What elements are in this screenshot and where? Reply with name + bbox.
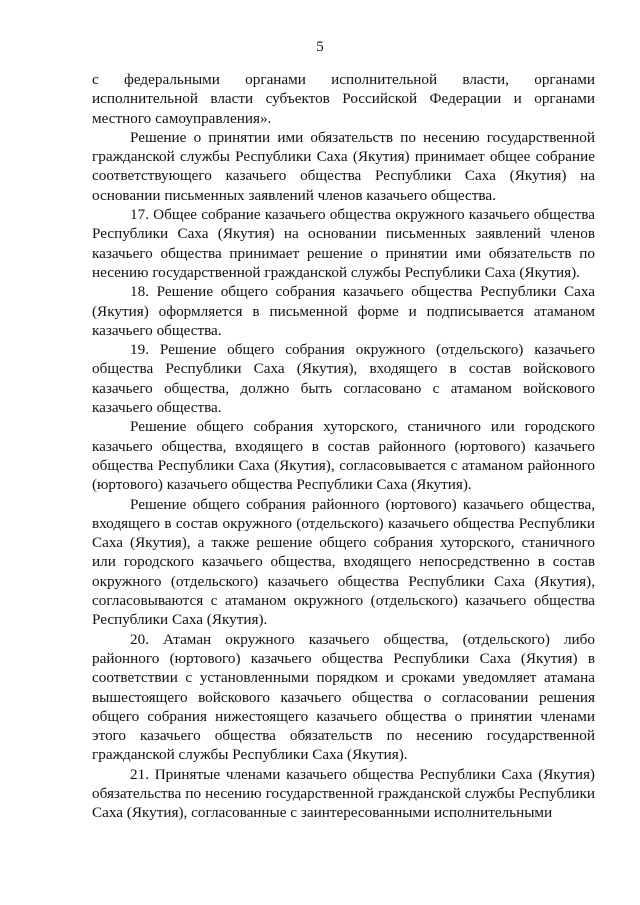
paragraph-khutor-stanitsa-decision: Решение общего собрания хуторского, станичного или городского казачьего общества, входящего в состав районного (юртового) казачьего общества Республики Саха (Якутия), согласовывается с атаманом районного (юртового) казачьего общества Республики Саха (Якутия).	[92, 418, 595, 494]
paragraph-item-18: 18. Решение общего собрания казачьего общества Республики Саха (Якутия) оформляется в письменной форме и подписывается атаманом казачьего общества.	[92, 283, 595, 339]
paragraph-item-20: 20. Атаман окружного казачьего общества, (отдельского) либо районного (юртового) казачьего общества Республики Саха (Якутия) в соответствии с установленными порядком и сроками уведомляет атамана вышестоящего войскового казачьего общества о согласовании решения общего собрания нижестоящего казачьего общества о принятии членами этого казачьего общества обязательств по несению государственной гражданской службы Республики Саха (Якутия).	[92, 630, 595, 764]
paragraph-continuation: с федеральными органами исполнительной власти, органами исполнительной власти субъектов Российской Федерации и органами местного самоуправления».	[92, 71, 595, 127]
paragraph-decision-general-meeting: Решение о принятии ими обязательств по несению государственной гражданской службы Республики Саха (Якутия) принимает общее собрание соответствующего казачьего общества Республики Саха (Якутия) на основании письменных заявлений членов казачьего общества.	[92, 128, 595, 204]
paragraph-item-19: 19. Решение общего собрания окружного (отдельского) казачьего общества Республики Саха (Якутия), входящего в состав войскового казачьего общества, должно быть согласовано с атаманом войскового казачьего общества.	[92, 341, 595, 417]
document-body	[92, 70, 595, 823]
page-number: 5	[316, 39, 324, 55]
paragraph-item-21: 21. Принятые членами казачьего общества Республики Саха (Якутия) обязательства по несению государственной гражданской службы Республики Саха (Якутия), согласованные с заинтересованными исполнительными	[92, 765, 595, 822]
paragraph-district-decision: Решение общего собрания районного (юртового) казачьего общества, входящего в состав окружного (отдельского) казачьего общества Республики Саха (Якутия), а также решение общего собрания хуторского, станичного или городского казачьего общества, входящего непосредственно в состав окружного (отдельского) казачьего общества Республики Саха (Якутия), согласовываются с атаманом окружного (отдельского) казачьего общества Республики Саха (Якутия).	[92, 495, 595, 629]
paragraph-item-17: 17. Общее собрание казачьего общества окружного казачьего общества Республики Саха (Якутия) на основании письменных заявлений членов казачьего общества принимает решение о принятии ими обязательств по несению государственной гражданской службы Республики Саха (Якутия).	[92, 206, 595, 281]
